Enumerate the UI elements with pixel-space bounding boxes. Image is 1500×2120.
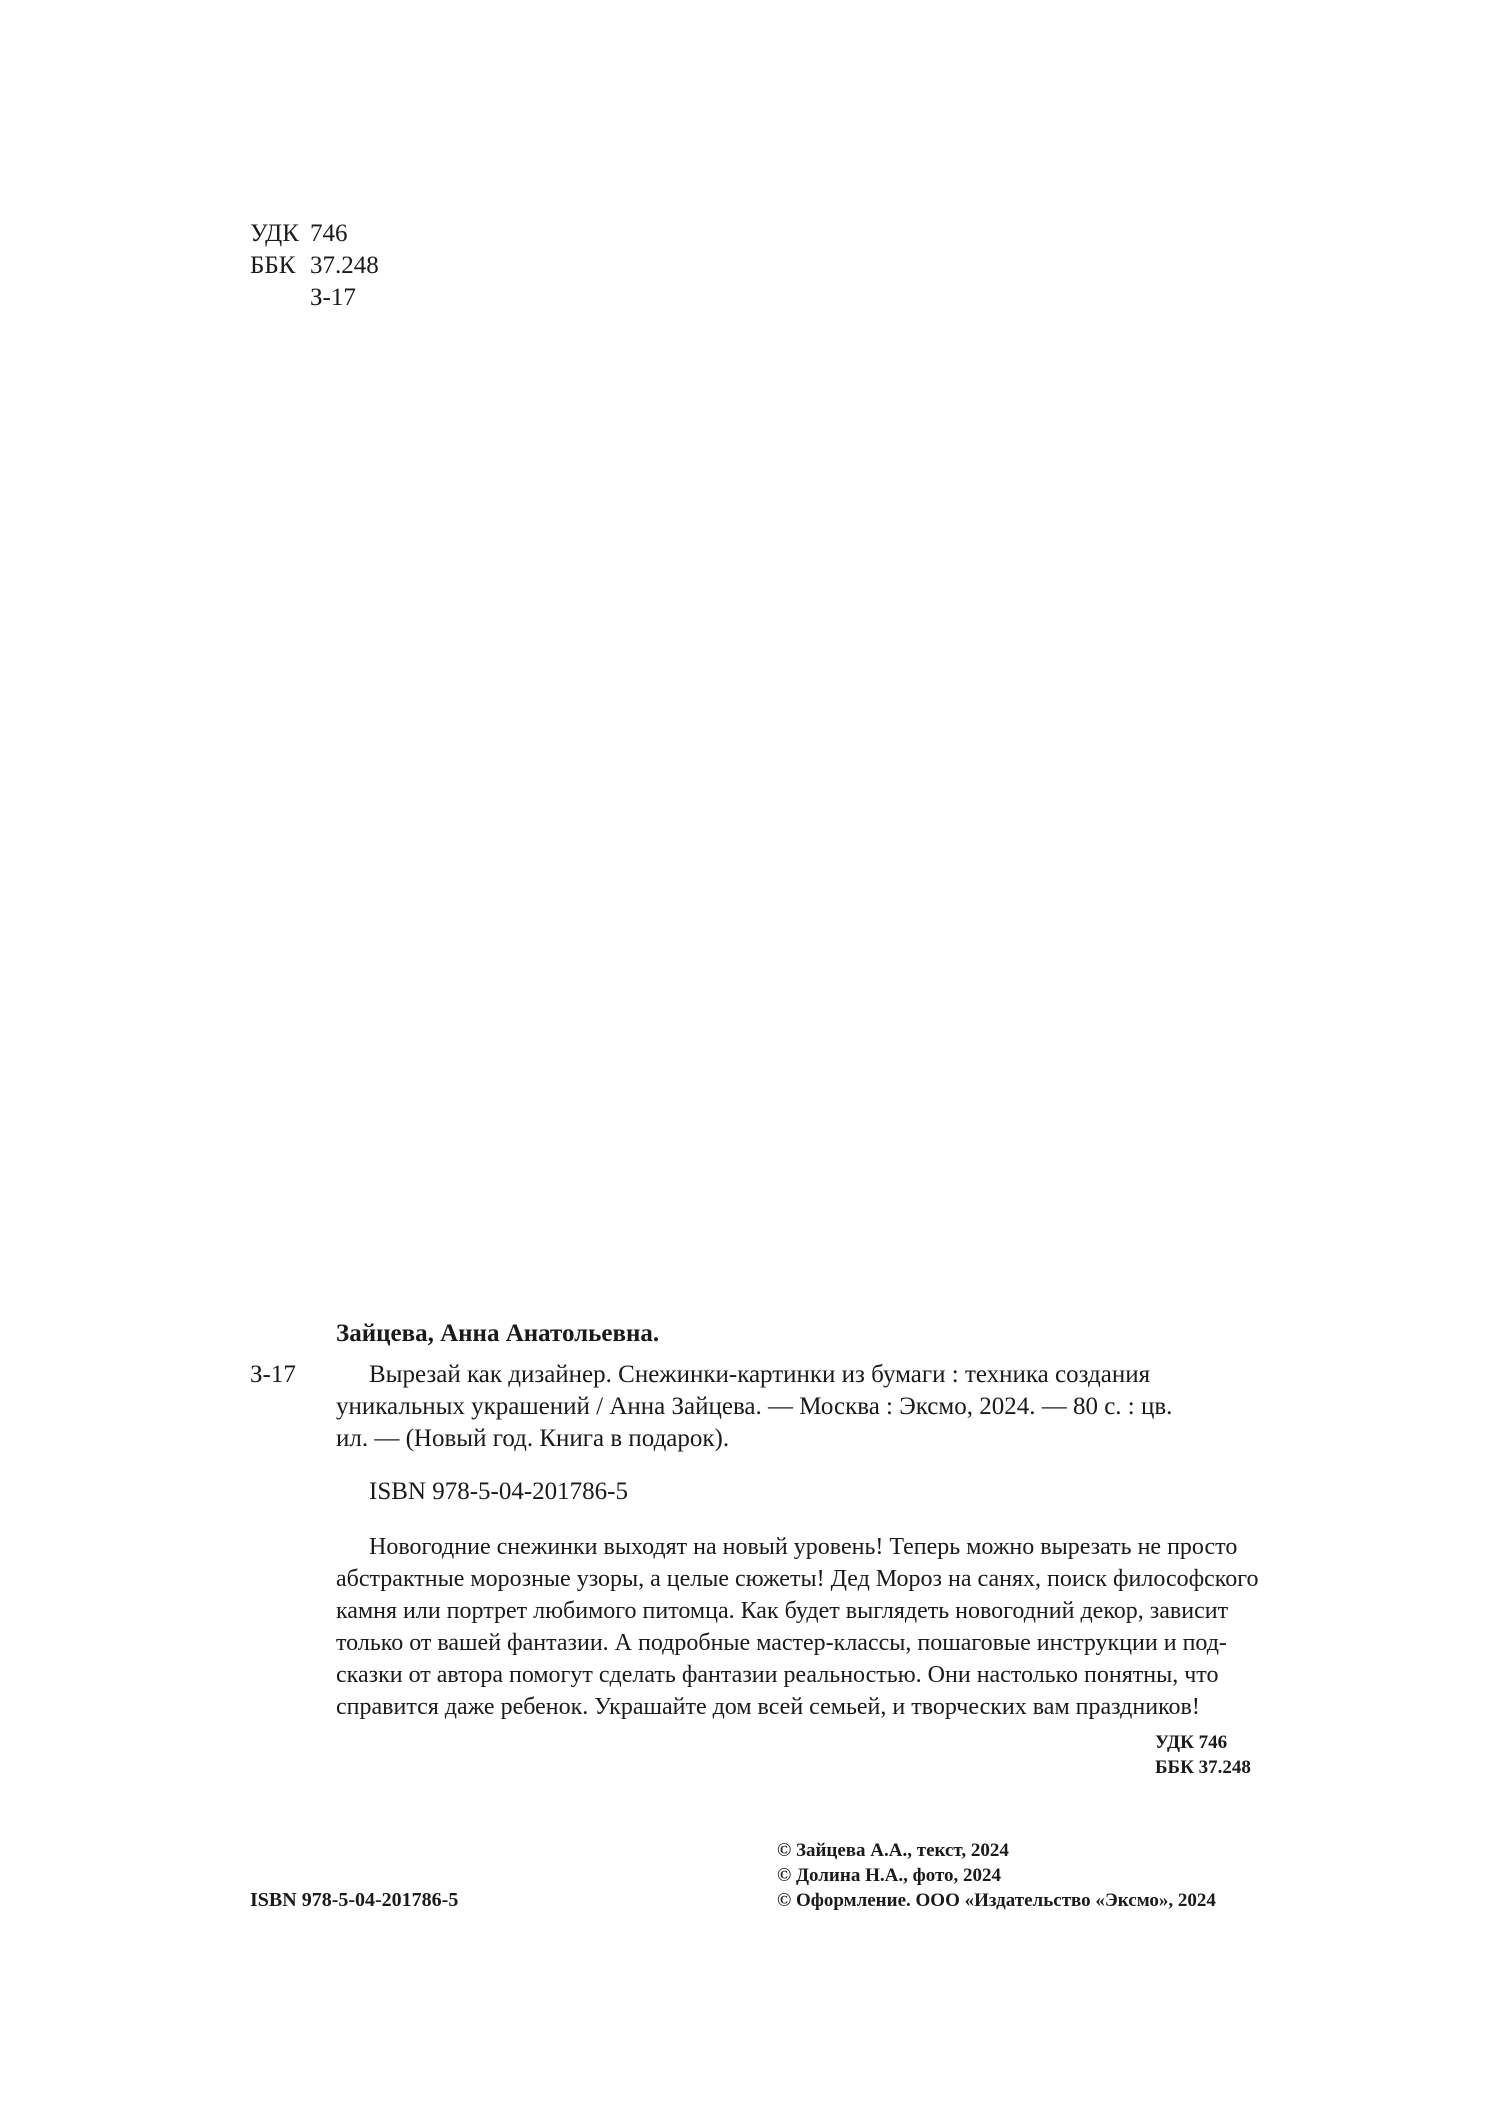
- udk-value: 746: [310, 220, 348, 247]
- annotation-line: Новогодние снежинки выходят на новый уровень! Теперь можно вырезать не просто: [369, 1534, 1238, 1560]
- bbk-label: ББК: [250, 252, 296, 279]
- udk-line: [250, 218, 379, 250]
- description-line: Вырезай как дизайнер. Снежинки-картинки из бумаги : техника создания: [369, 1361, 1151, 1388]
- annotation-line: сказки от автора помогут сделать фантазии реальностью. Они настолько понятны, что: [336, 1662, 1219, 1688]
- bibliographic-description: [336, 1359, 1260, 1455]
- udk-label: УДК: [250, 220, 299, 247]
- copyright-line: © Оформление. ООО «Издательство «Эксмо», 2024: [777, 1890, 1216, 1911]
- annotation-line: справится даже ребенок. Украшайте дом всей семьей, и творческих вам праздников!: [336, 1694, 1200, 1720]
- author-heading: Зайцева, Анна Анатольевна.: [336, 1320, 660, 1347]
- description-line: уникальных украшений / Анна Зайцева. — Москва : Эксмо, 2024. — 80 с. : цв.: [336, 1393, 1173, 1420]
- annotation-line: абстрактные морозные узоры, а целые сюжеты! Дед Мороз на санях, поиск философского: [336, 1566, 1259, 1592]
- author-sign: З-17: [310, 284, 356, 311]
- annotation: [336, 1531, 1260, 1723]
- annotation-line: камня или портрет любимого питомца. Как будет выглядеть новогодний декор, зависит: [336, 1598, 1229, 1624]
- top-classification: [250, 218, 379, 314]
- copyright-block: [777, 1838, 1216, 1913]
- footer-isbn: ISBN 978-5-04-201786-5: [250, 1889, 459, 1911]
- annotation-line: только от вашей фантазии. А подробные мастер-классы, пошаговые инструкции и под-: [336, 1630, 1227, 1656]
- bbk-value: 37.248: [310, 252, 379, 279]
- bottom-bbk: ББК 37.248: [1155, 1757, 1251, 1778]
- record-isbn: ISBN 978-5-04-201786-5: [369, 1478, 629, 1505]
- bottom-udk: УДК 746: [1155, 1732, 1228, 1753]
- bbk-line: [250, 250, 379, 282]
- description-line: ил. — (Новый год. Книга в подарок).: [336, 1425, 730, 1452]
- bottom-classification: [1155, 1730, 1251, 1780]
- record-author-sign: З-17: [250, 1361, 296, 1388]
- copyright-line: © Долина Н.А., фото, 2024: [777, 1865, 1002, 1886]
- copyright-line: © Зайцева А.А., текст, 2024: [777, 1840, 1009, 1861]
